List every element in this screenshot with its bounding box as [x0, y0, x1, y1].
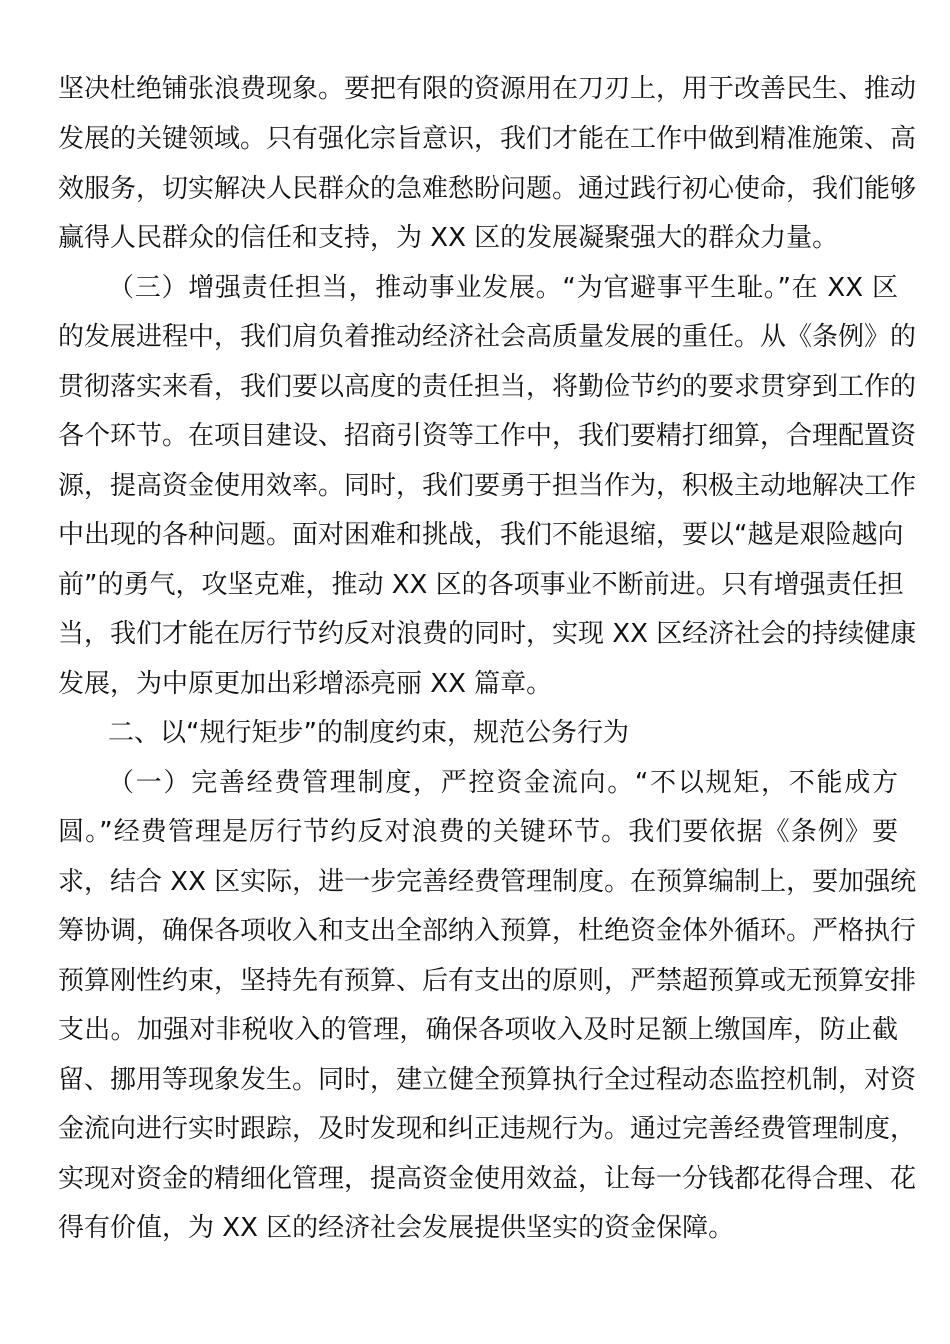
text-line: 源，提高资金使用效率。同时，我们要勇于担当作为，积极主动地解决工作	[58, 471, 917, 501]
text-line: 各个环节。在项目建设、招商引资等工作中，我们要精打细算，合理配置资	[58, 421, 917, 451]
text-line: 赢得人民群众的信任和支持，为 XX 区的发展凝聚强大的群众力量。	[58, 223, 839, 253]
text-line: 实现对资金的精细化管理，提高资金使用效益，让每一分钱都花得合理、花	[58, 1164, 917, 1194]
text-line: 的发展进程中，我们肩负着推动经济社会高质量发展的重任。从《条例》的	[58, 322, 917, 352]
chapter-heading: 二、以“规行矩步”的制度约束，规范公务行为	[108, 718, 629, 748]
text-line: 贯彻落实来看，我们要以高度的责任担当，将勤俭节约的要求贯穿到工作的	[58, 372, 917, 402]
text-line: 发展的关键领域。只有强化宗旨意识，我们才能在工作中做到精准施策、高	[58, 124, 917, 154]
text-line: 坚决杜绝铺张浪费现象。要把有限的资源用在刀刃上，用于改善民生、推动	[58, 74, 917, 104]
text-line: 得有价值，为 XX 区的经济社会发展提供坚实的资金保障。	[58, 1213, 735, 1243]
section-heading-text-line: （一）完善经费管理制度，严控资金流向。“不以规矩，不能成方	[108, 768, 898, 798]
text-line: 支出。加强对非税收入的管理，确保各项收入及时足额上缴国库，防止截	[58, 1015, 898, 1045]
text-line: 求，结合 XX 区实际，进一步完善经费管理制度。在预算编制上，要加强统	[58, 867, 917, 897]
text-line: 留、挪用等现象发生。同时，建立健全预算执行全过程动态监控机制，对资	[58, 1065, 917, 1095]
section-heading-text-line: （三）增强责任担当，推动事业发展。“为官避事平生耻。”在 XX 区	[108, 273, 898, 303]
text-line: 中出现的各种问题。面对困难和挑战，我们不能退缩，要以“越是艰险越向	[58, 520, 904, 550]
text-line: 当，我们才能在厉行节约反对浪费的同时，实现 XX 区经济社会的持续健康	[58, 619, 917, 649]
text-line: 预算刚性约束，坚持先有预算、后有支出的原则，严禁超预算或无预算安排	[58, 966, 917, 996]
text-line: 前”的勇气，攻坚克难，推动 XX 区的各项事业不断前进。只有增强责任担	[58, 570, 904, 600]
text-line: 效服务，切实解决人民群众的急难愁盼问题。通过践行初心使命，我们能够	[58, 174, 917, 204]
text-line: 发展，为中原更加出彩增添亮丽 XX 篇章。	[58, 669, 553, 699]
text-line: 筹协调，确保各项收入和支出全部纳入预算，杜绝资金体外循环。严格执行	[58, 916, 917, 946]
text-line: 金流向进行实时跟踪，及时发现和纠正违规行为。通过完善经费管理制度，	[58, 1114, 917, 1144]
text-line: 圆。”经费管理是厉行节约反对浪费的关键环节。我们要依据《条例》要	[58, 817, 898, 847]
